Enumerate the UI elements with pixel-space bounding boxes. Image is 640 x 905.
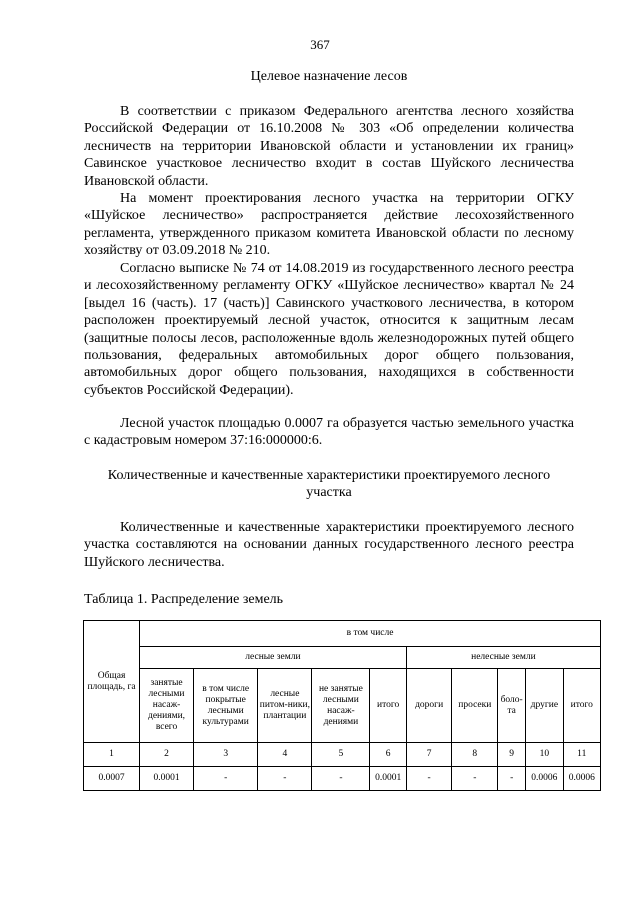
column-number: 7 [406, 743, 452, 767]
column-number: 3 [194, 743, 258, 767]
column-number: 5 [312, 743, 370, 767]
table-header-row-1 [84, 621, 601, 647]
table-cell: 0.0001 [140, 767, 194, 791]
header-other: другие [526, 669, 563, 743]
column-number: 11 [563, 743, 600, 767]
page-number: 367 [310, 37, 330, 52]
column-number: 4 [258, 743, 312, 767]
table-caption: Таблица 1. Распределение земель [84, 592, 284, 607]
table-row [84, 767, 601, 791]
paragraph-regulation: На момент проектирования лесного участка на территории ОГКУ «Шуйское лесничество» распространяется действие лесохозяйственного регламента, утвержденного приказом комитета Ивановской области по лесному хозяйству от 03.09.2018 № 210. [84, 191, 574, 259]
paragraph-characteristics: Количественные и качественные характеристики проектируемого лесного участка составляются на основании данных государственного лесного реестра Шуйского лесничества. [84, 520, 574, 570]
table-cell: 0.0006 [563, 767, 600, 791]
section-title-purpose: Целевое назначение лесов [250, 69, 408, 84]
column-number: 2 [140, 743, 194, 767]
section-title-line-2: участка [306, 485, 352, 500]
column-number: 6 [370, 743, 406, 767]
table-cell: - [406, 767, 452, 791]
header-unoccupied: не занятые лесными насаж-дениями [312, 669, 370, 743]
header-including: в том числе [140, 621, 601, 647]
table-column-numbers-row [84, 743, 601, 767]
table-cell: - [452, 767, 498, 791]
table-header-row-2 [84, 647, 601, 669]
paragraph-order: В соответствии с приказом Федерального агентства лесного хозяйства Российской Федерации от 16.10.2008 № 303 «Об определении количества лесничеств на территории Ивановской области и установлении их границ» Савинское участковое лесничество входит в состав Шуйского лесничества Ивановской области. [84, 104, 574, 189]
section-title-line-1: Количественные и качественные характеристики проектируемого лесного [107, 468, 551, 483]
table-cell: 0.0007 [84, 767, 140, 791]
header-total-area: Общая площадь, га [84, 621, 140, 743]
table-cell: - [258, 767, 312, 791]
paragraph-extract: Согласно выписке № 74 от 14.08.2019 из государственного лесного реестра и лесохозяйственному регламенту ОГКУ «Шуйское лесничество» квартал № 24 [выдел 16 (часть). 17 (часть)] Савинского участкового лесничества, в котором расположен проектируемый лесной участок, относится к защитным лесам (защитные полосы лесов, расположенные вдоль железнодорожных путей общего пользования, федеральных автомобильных дорог общего пользования, автомобильных дорог общего пользования, находящихся в собственности субъектов Российской Федерации). [84, 261, 574, 398]
column-number: 10 [526, 743, 563, 767]
table-header-row-3 [84, 669, 601, 743]
section-title-characteristics [84, 467, 574, 501]
table-cell: 0.0006 [526, 767, 563, 791]
header-forest-lands: лесные земли [140, 647, 407, 669]
column-number: 1 [84, 743, 140, 767]
header-forest-cultures: в том числе покрытые лесными культурами [194, 669, 258, 743]
header-nurseries: лесные питом-ники, плантации [258, 669, 312, 743]
header-occupied-stands: занятые лесными насаж-дениями, всего [140, 669, 194, 743]
header-swamps: боло-та [498, 669, 526, 743]
table-cell: - [312, 767, 370, 791]
column-number: 9 [498, 743, 526, 767]
column-number: 8 [452, 743, 498, 767]
land-distribution-table [83, 620, 601, 791]
paragraph-plot-area: Лесной участок площадью 0.0007 га образуется частью земельного участка с кадастровым номером 37:16:000000:6. [84, 416, 574, 449]
header-roads: дороги [406, 669, 452, 743]
table-cell: - [498, 767, 526, 791]
header-forest-total: итого [370, 669, 406, 743]
header-nonforest-total: итого [563, 669, 600, 743]
table-cell: - [194, 767, 258, 791]
header-nonforest-lands: нелесные земли [406, 647, 600, 669]
table-cell: 0.0001 [370, 767, 406, 791]
header-clearings: просеки [452, 669, 498, 743]
